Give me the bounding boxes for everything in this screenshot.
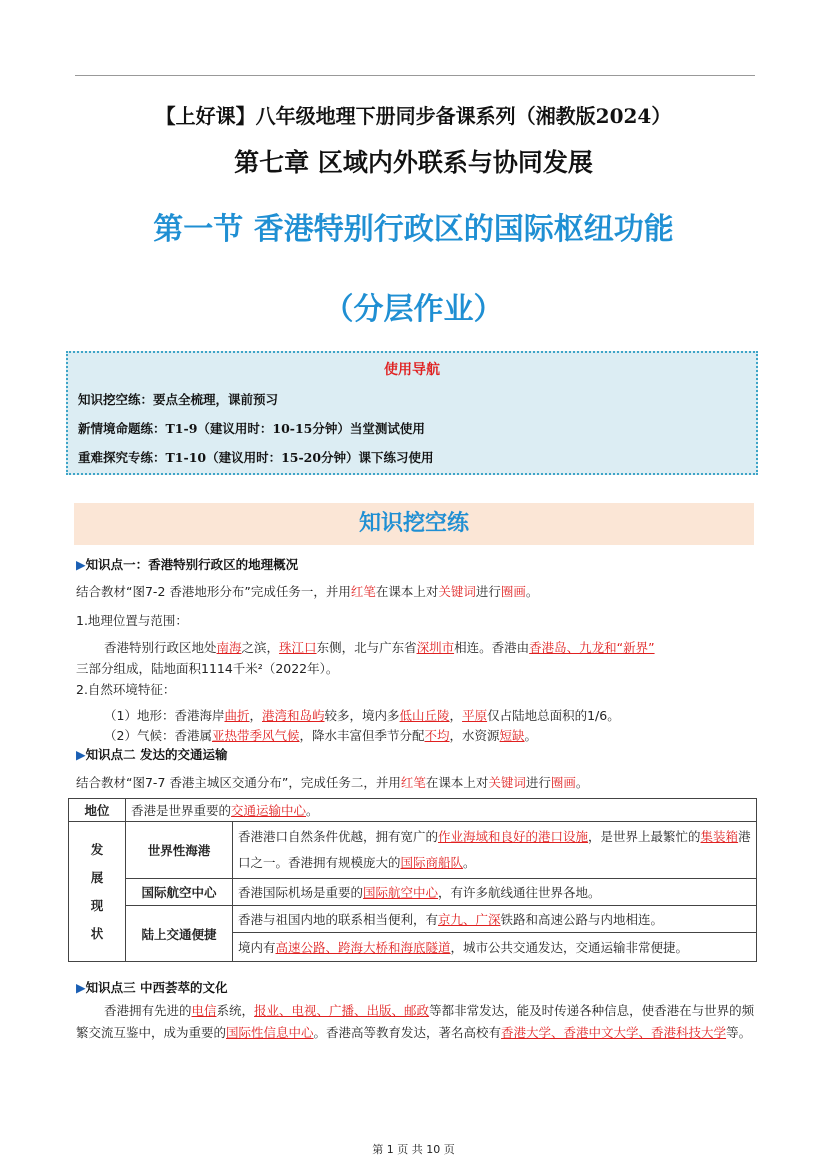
red-keyword: 关键词	[438, 584, 476, 599]
page-footer: 第 1 页 共 10 页	[372, 1143, 455, 1156]
answer-blank: 报业、电视、广播、出版、邮政	[254, 1003, 430, 1018]
text: 东侧，北与广东省	[316, 640, 417, 655]
text: 进行	[475, 584, 501, 599]
answer-blank: 港湾和岛屿	[262, 708, 325, 723]
text: 。	[463, 855, 476, 870]
answer-blank: 国际商船队	[400, 855, 464, 870]
text: （1）地形：香港海岸	[104, 708, 225, 723]
answer-blank: 京九、广深	[438, 912, 501, 927]
answer-blank: 国际性信息中心	[226, 1025, 314, 1040]
text: 。	[524, 728, 538, 743]
text: 等。	[726, 1025, 752, 1040]
text: 香港是世界重要的	[131, 803, 232, 818]
vertical-char: 发	[90, 841, 104, 857]
guide-line: 重难探究专练：T1-10（建议用时：15-20分钟）课下练习使用	[78, 450, 434, 465]
kp3-title: 知识点三 中西荟萃的文化	[85, 980, 228, 995]
air-label-cell: 国际航空中心	[126, 879, 233, 906]
table-row	[69, 822, 757, 879]
knowledge-point-2-heading	[76, 745, 227, 763]
text: （2）气候：香港属	[104, 728, 212, 743]
text: ，	[449, 708, 463, 723]
chapter-title: 第七章 区域内外联系与协同发展	[234, 148, 593, 177]
triangle-bullet-icon: ▶	[76, 557, 86, 572]
kp1-terrain	[104, 706, 620, 724]
kp2-task	[76, 773, 588, 791]
series-title: 【上好课】八年级地理下册同步备课系列（湘教版2024）	[155, 104, 672, 128]
status-cell	[126, 799, 757, 822]
transport-table	[68, 798, 757, 962]
text: 。	[575, 775, 589, 790]
kp2-title: 知识点二 发达的交通运输	[85, 747, 228, 762]
text: 香港国际机场是重要的	[238, 885, 364, 900]
land-cell-2	[233, 933, 757, 962]
answer-blank: 南海	[216, 640, 242, 655]
text: 仅占陆地总面积的1/6。	[487, 708, 620, 723]
table-row	[69, 906, 757, 933]
red-keyword: 圈画	[500, 584, 526, 599]
vertical-char: 展	[90, 869, 104, 885]
text: 等都非常发达，能及时传递各种信息，使香港在与世界的频繁交流互鉴中，成为重要的	[76, 1003, 755, 1040]
text: ，降水丰富但季节分配	[299, 728, 425, 743]
answer-blank: 电信	[191, 1003, 217, 1018]
text: ，是世界上最繁忙的	[588, 829, 701, 844]
section-title: 第一节 香港特别行政区的国际枢纽功能	[153, 212, 674, 247]
text: 香港港口自然条件优越，拥有宽广的	[238, 829, 439, 844]
usage-guide-box	[66, 351, 758, 475]
guide-title: 使用导航	[384, 362, 440, 378]
land-label-cell: 陆上交通便捷	[126, 906, 233, 962]
text: 结合教材“图7-7 香港主城区交通分布”，完成任务二，并用	[76, 775, 401, 790]
text: 港口之一。香港拥有规模庞大的	[238, 829, 751, 870]
air-cell	[233, 879, 757, 906]
answer-blank: 亚热带季风气候	[211, 728, 300, 743]
text: 。	[525, 584, 539, 599]
kp1-subheading-1: 1.地理位置与范围：	[76, 613, 188, 628]
kp1-task	[76, 582, 538, 600]
layer-title: （分层作业）	[323, 292, 504, 327]
vertical-char: 状	[90, 925, 104, 941]
answer-blank: 深圳市	[416, 640, 455, 655]
text: 系统，	[216, 1003, 255, 1018]
answer-blank: 交通运输中心	[231, 803, 307, 818]
text: 香港特别行政区地处	[104, 640, 217, 655]
knowledge-point-3-heading	[76, 978, 227, 996]
answer-blank: 不均	[424, 728, 450, 743]
triangle-bullet-icon: ▶	[76, 980, 86, 995]
answer-blank: 曲折	[224, 708, 250, 723]
development-label-cell	[69, 822, 126, 962]
text: 香港与祖国内地的联系相当便利，有	[238, 912, 439, 927]
text: 。	[306, 803, 319, 818]
triangle-bullet-icon: ▶	[76, 747, 86, 762]
red-keyword: 圈画	[550, 775, 576, 790]
seaport-cell	[233, 822, 757, 879]
header-rule	[75, 75, 755, 76]
text: 之滨，	[241, 640, 280, 655]
kp1-title: 知识点一：香港特别行政区的地理概况	[85, 557, 299, 572]
answer-blank: 珠江口	[279, 640, 317, 655]
status-label-cell: 地位	[69, 799, 126, 822]
text: 在课本上对	[375, 584, 439, 599]
text: 。香港高等教育发达，著名高校有	[313, 1025, 502, 1040]
land-cell-1	[233, 906, 757, 933]
text: 香港拥有先进的	[104, 1003, 192, 1018]
table-row	[69, 799, 757, 822]
text: ，城市公共交通发达，交通运输非常便捷。	[450, 940, 689, 955]
text: ，	[249, 708, 262, 723]
kp1-paragraph-1a	[104, 638, 655, 656]
answer-blank: 香港岛、九龙和“新界”	[529, 640, 655, 655]
red-keyword: 关键词	[488, 775, 526, 790]
answer-blank: 作业海域和良好的港口设施	[438, 829, 589, 844]
answer-blank: 低山丘陵	[399, 708, 450, 723]
text: 在课本上对	[425, 775, 489, 790]
text: 进行	[525, 775, 551, 790]
answer-blank: 高速公路、跨海大桥和海底隧道	[275, 940, 451, 955]
answer-blank: 平原	[462, 708, 488, 723]
kp1-subheading-2: 2.自然环境特征：	[76, 682, 176, 697]
answer-blank: 国际航空中心	[363, 885, 439, 900]
text: 较多，境内多	[324, 708, 400, 723]
guide-line: 知识挖空练：要点全梳理，课前预习	[78, 392, 279, 407]
vertical-char: 现	[90, 897, 104, 913]
text: 境内有	[238, 940, 276, 955]
kp3-paragraph	[76, 1000, 758, 1044]
answer-blank: 集装箱	[700, 829, 739, 844]
table-row	[69, 879, 757, 906]
answer-blank: 香港大学、香港中文大学、香港科技大学	[501, 1025, 727, 1040]
kp1-climate	[104, 726, 537, 744]
kp1-paragraph-1b: 三部分组成，陆地面积1114千米²（2022年）。	[76, 661, 339, 676]
knowledge-point-1-heading	[76, 555, 298, 573]
section-banner: 知识挖空练	[74, 503, 754, 545]
guide-line: 新情境命题练：T1-9（建议用时：10-15分钟）当堂测试使用	[78, 421, 425, 436]
text: ，有许多航线通往世界各地。	[438, 885, 601, 900]
seaport-label-cell: 世界性海港	[126, 822, 233, 879]
text: 铁路和高速公路与内地相连。	[500, 912, 664, 927]
text: 结合教材“图7-2 香港地形分布”完成任务一，并用	[76, 584, 351, 599]
red-keyword: 红笔	[400, 775, 426, 790]
red-keyword: 红笔	[350, 584, 376, 599]
text: 相连。香港由	[454, 640, 530, 655]
answer-blank: 短缺	[499, 728, 525, 743]
text: ，水资源	[449, 728, 500, 743]
